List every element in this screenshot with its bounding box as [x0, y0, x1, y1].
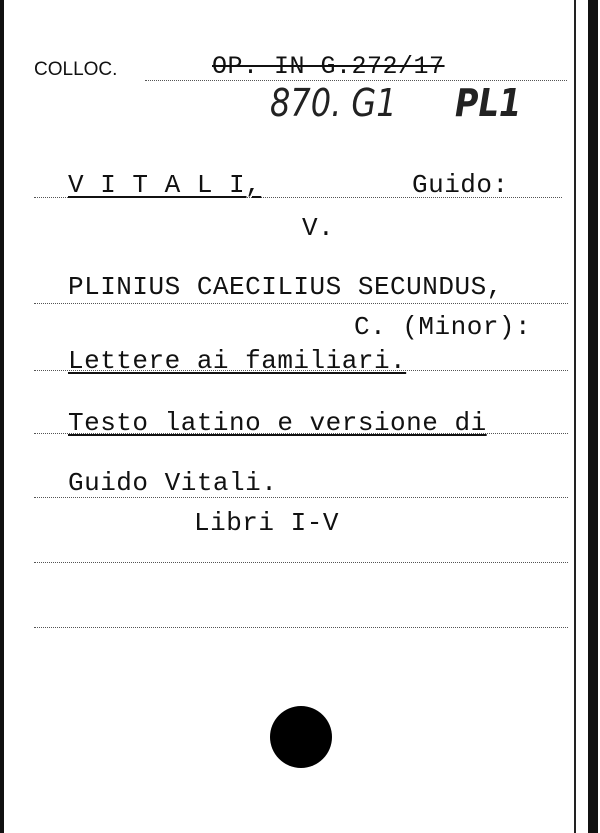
shelfmark-handwritten: 870. G1: [270, 80, 397, 126]
note-line-3: Libri I-V: [194, 508, 339, 538]
work-author-line-1: PLINIUS CAECILIUS SECUNDUS,: [68, 272, 503, 302]
work-author-line-2: C. (Minor):: [354, 312, 532, 342]
author-forename: Guido:: [412, 170, 509, 200]
note-line-2: Guido Vitali.: [68, 468, 278, 498]
ruled-line: [34, 562, 568, 563]
card-left-edge: [0, 0, 4, 833]
ruled-line: [34, 303, 568, 304]
author-surname: V I T A L I,: [68, 170, 262, 200]
punch-hole: [270, 706, 332, 768]
shelfmark-struck: OP. IN G.272/17: [212, 52, 445, 81]
ruled-line: [34, 627, 568, 628]
colloc-label: COLLOC.: [34, 59, 118, 80]
card-right-rule: [574, 0, 576, 833]
work-title: Lettere ai familiari.: [68, 346, 407, 376]
shelfmark-handwritten-2: PL1: [455, 80, 522, 126]
note-line-1: Testo latino e versione di: [68, 408, 487, 438]
see-reference: V.: [302, 213, 335, 243]
card-right-edge: [588, 0, 598, 833]
